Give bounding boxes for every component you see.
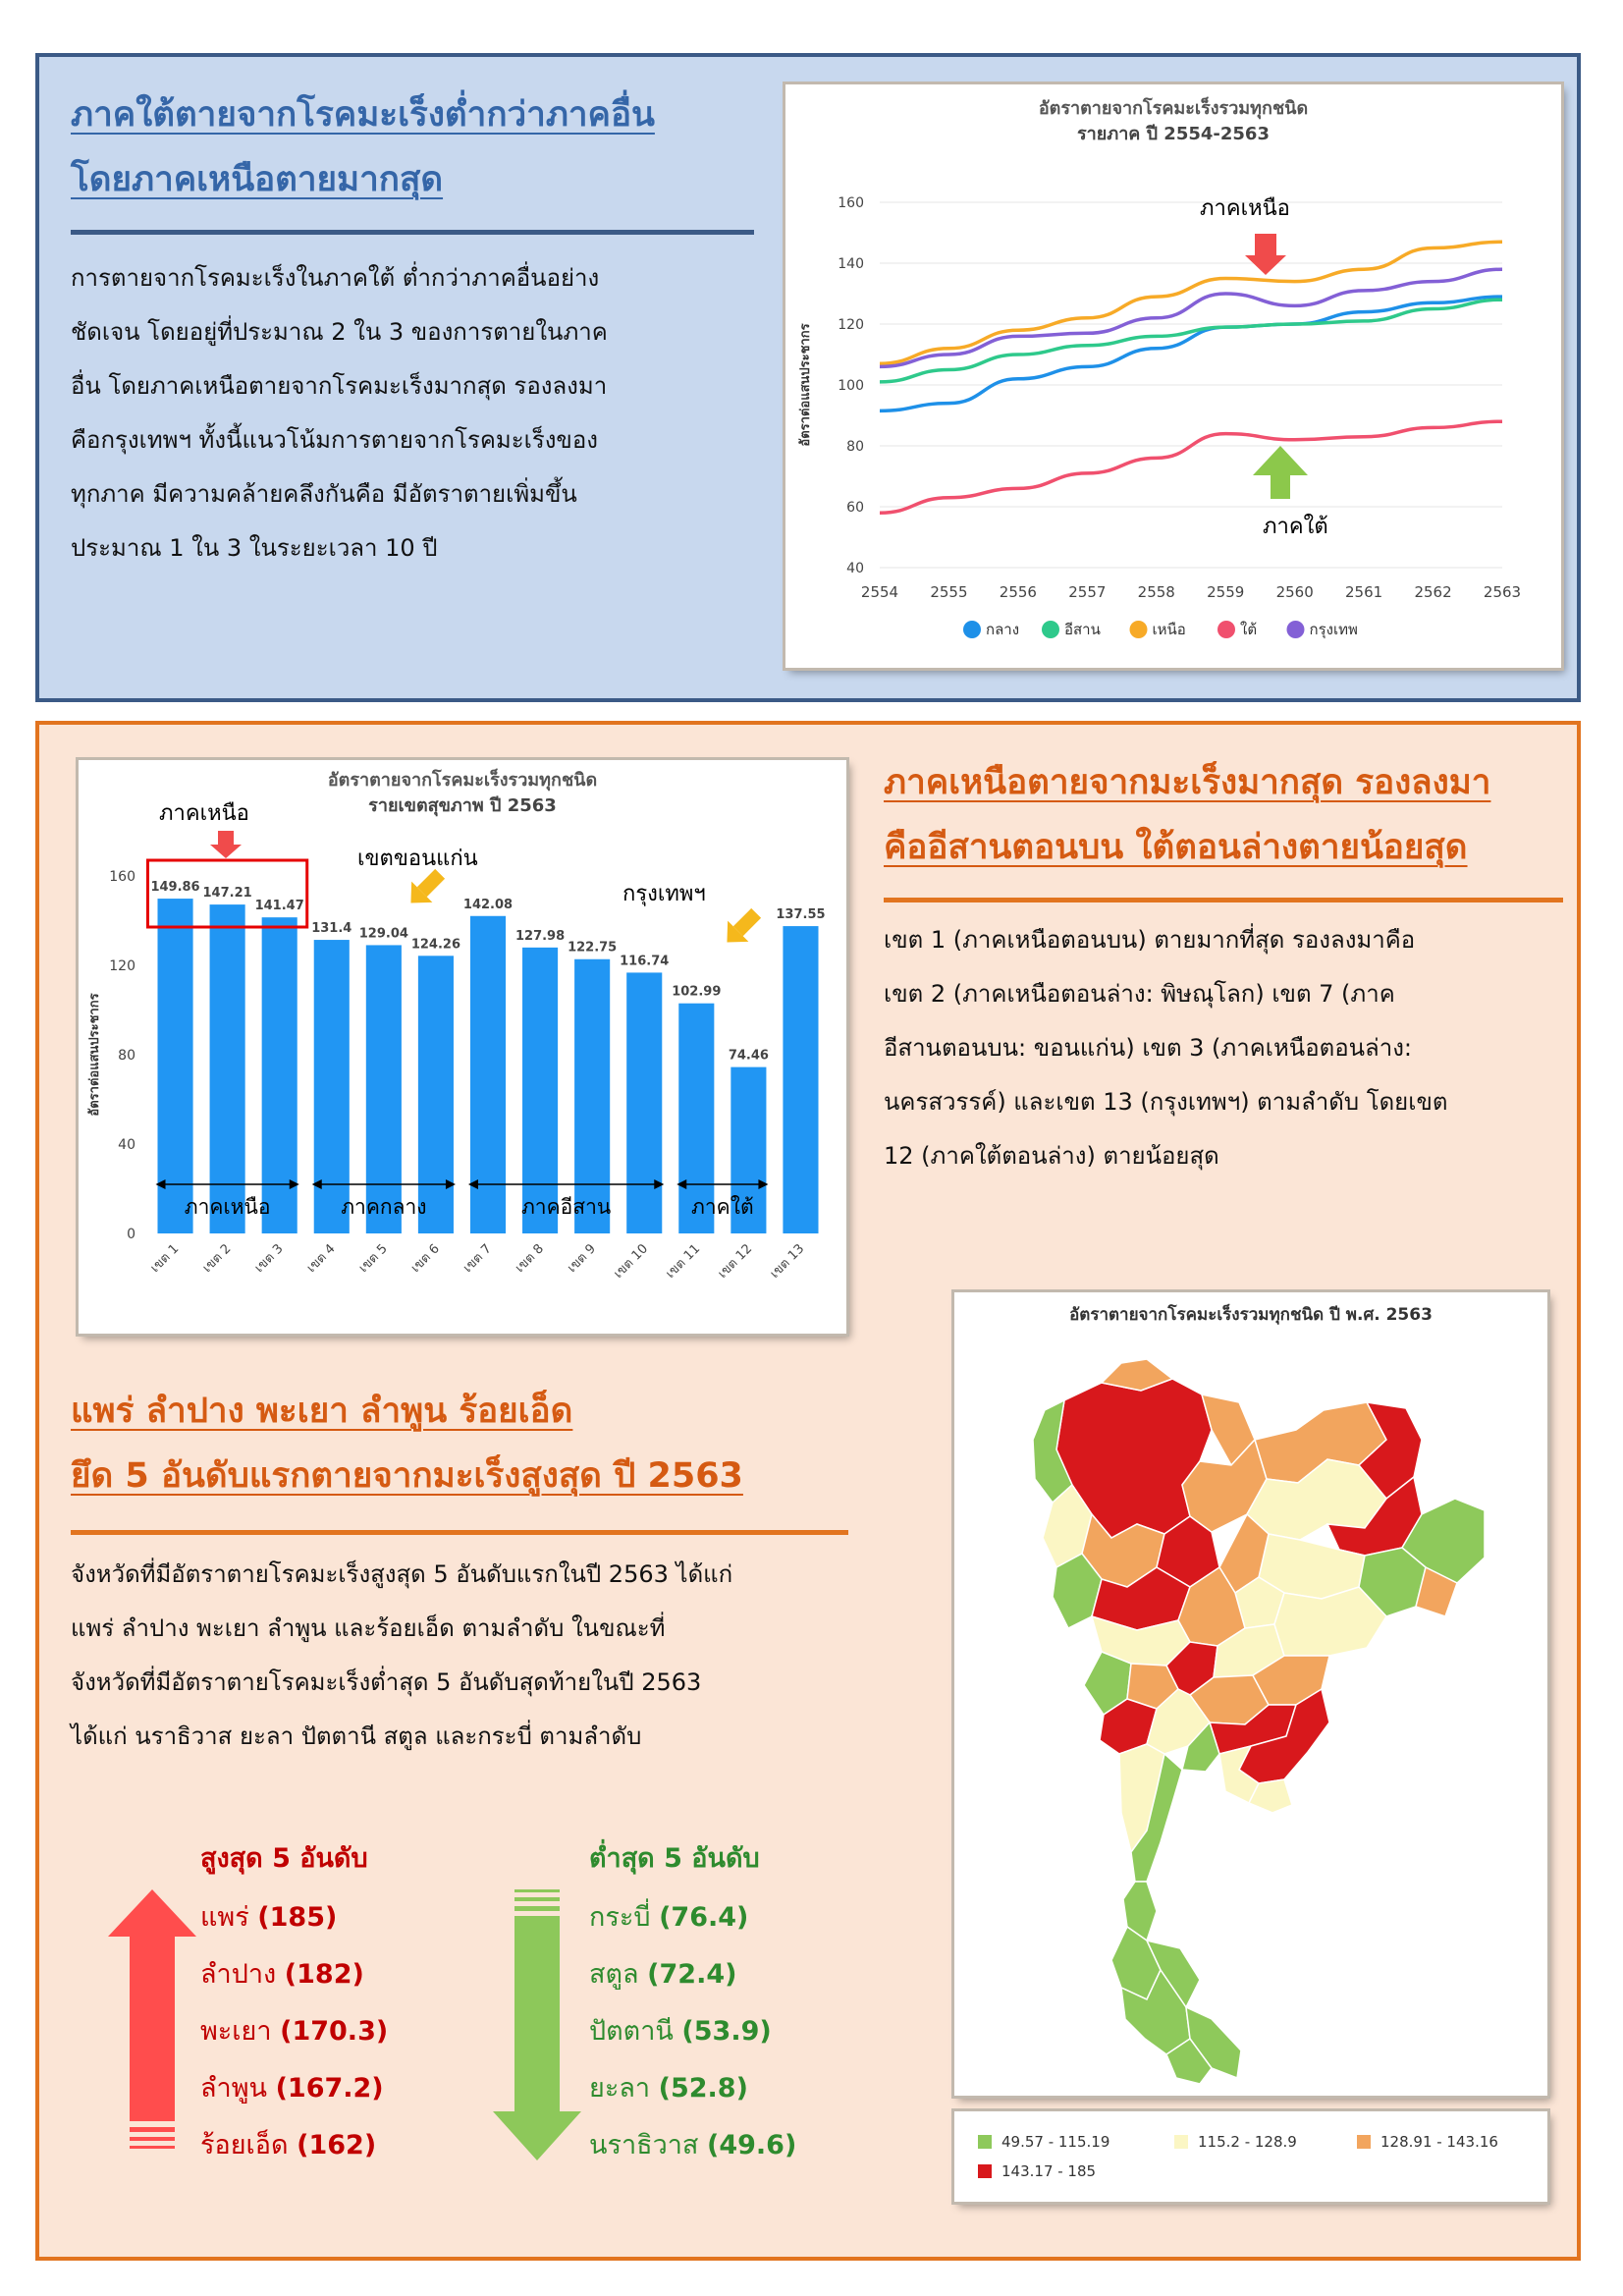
- y-tick-label: 0: [127, 1227, 135, 1242]
- bar-data-label: 129.04: [358, 926, 408, 942]
- y-axis-label: อัตราต่อแสนประชากร: [87, 993, 102, 1117]
- y-tick-label: 40: [118, 1137, 135, 1153]
- section3-heading-line2: ยึด 5 อันดับแรกตายจากมะเร็งสูงสุด ปี 2563: [71, 1456, 743, 1496]
- legend-label: ใต้: [1240, 621, 1258, 638]
- section2-paragraph: [884, 913, 1447, 1183]
- legend-item-low: 49.57 - 115.19: [978, 2133, 1109, 2151]
- region-label: ภาคเหนือ: [184, 1195, 271, 1219]
- legend-item-mid: 115.2 - 128.9: [1174, 2133, 1297, 2151]
- bar-annotation-north: ภาคเหนือ: [159, 801, 249, 826]
- legend-swatch: [1357, 2135, 1371, 2149]
- up-arrow-icon: [1253, 446, 1308, 499]
- text-line: เขต 2 (ภาคเหนือตอนล่าง: พิษณุโลก) เขต 7 (ภาค: [884, 980, 1395, 1008]
- legend-label: กลาง: [986, 621, 1020, 638]
- bar-data-label: 116.74: [620, 954, 670, 969]
- series-line: [880, 300, 1502, 382]
- down-arrow-icon: [210, 831, 242, 858]
- top5-list: [200, 1889, 388, 2174]
- section1-heading-line1: ภาคใต้ตายจากโรคมะเร็งต่ำกว่าภาคอื่น: [71, 95, 655, 135]
- map-card: [954, 1292, 1547, 2096]
- text-line: คือกรุงเทพฯ ทั้งนี้แนวโน้มการตายจากโรคมะเร็งของ: [71, 426, 598, 454]
- x-tick-label: เขต 8: [513, 1241, 547, 1277]
- y-tick-label: 160: [838, 195, 864, 211]
- y-axis-label: อัตราต่อแสนประชากร: [798, 323, 813, 447]
- x-tick-label: 2557: [1068, 583, 1107, 601]
- section1-paragraph: [71, 251, 608, 575]
- bar-data-label: 74.46: [728, 1048, 769, 1064]
- bar-annotation-bangkok: กรุงเทพฯ: [622, 882, 706, 906]
- legend-label: เหนือ: [1152, 621, 1186, 638]
- text-line: อีสานตอนบน: ขอนแก่น) เขต 3 (ภาคเหนือตอนล่าง:: [884, 1034, 1413, 1062]
- section2-heading-line2: คืออีสานตอนบน ใต้ตอนล่างตายน้อยสุด: [884, 828, 1468, 867]
- y-tick-label: 40: [846, 561, 864, 576]
- bar-annotation-khonkaen: เขตขอนแก่น: [357, 847, 478, 871]
- text-line: ได้แก่ นราธิวาส ยะลา ปัตตานี สตูล และกระบี่ ตามลำดับ: [71, 1722, 642, 1750]
- x-tick-label: เขต 11: [663, 1241, 704, 1282]
- bar-data-label: 137.55: [776, 907, 826, 923]
- bar-data-label: 141.47: [254, 899, 304, 914]
- legend-marker: [1130, 621, 1148, 638]
- text-line: เขต 1 (ภาคเหนือตอนบน) ตายมากที่สุด รองลงมาคือ: [884, 926, 1416, 954]
- x-tick-label: 2560: [1275, 583, 1314, 601]
- bar-data-label: 124.26: [410, 937, 461, 953]
- bar-data-label: 122.75: [568, 940, 618, 956]
- section3-paragraph: [71, 1548, 732, 1764]
- x-tick-label: 2555: [930, 583, 968, 601]
- x-tick-label: 2554: [860, 583, 899, 601]
- series-line: [880, 242, 1502, 363]
- bottom5-title: ต่ำสุด 5 อันดับ: [589, 1843, 760, 1874]
- section3-heading-line1: แพร่ ลำปาง พะเยา ลำพูน ร้อยเอ็ด: [71, 1392, 573, 1431]
- y-tick-label: 140: [838, 256, 864, 272]
- list-item: กระบี่ (76.4): [589, 1902, 749, 1933]
- region-label: ภาคใต้: [691, 1195, 754, 1219]
- bar-chart-card: [79, 760, 846, 1334]
- section-regional-trend: [35, 53, 1581, 702]
- x-tick-label: 2562: [1414, 583, 1452, 601]
- x-tick-label: เขต 10: [611, 1241, 652, 1282]
- legend-marker: [963, 621, 981, 638]
- bar: [314, 940, 350, 1233]
- bar-data-label: 127.98: [514, 928, 566, 944]
- text-line: การตายจากโรคมะเร็งในภาคใต้ ต่ำกว่าภาคอื่นอย่าง: [71, 264, 600, 292]
- bar: [783, 926, 818, 1233]
- region-label: ภาคอีสาน: [520, 1195, 612, 1219]
- list-item: ลำปาง (182): [200, 1959, 364, 1990]
- x-tick-label: 2563: [1483, 583, 1522, 601]
- text-line: ทุกภาค มีความคล้ายคลึงกันคือ มีอัตราตายเพิ่มขึ้น: [71, 480, 577, 508]
- list-item: สตูล (72.4): [589, 1959, 737, 1990]
- list-item: พะเยา (170.3): [200, 2016, 389, 2047]
- list-item: นราธิวาส (49.6): [589, 2130, 797, 2160]
- section-health-zone: [35, 721, 1581, 2261]
- list-item: ยะลา (52.8): [589, 2073, 748, 2104]
- series-line: [880, 297, 1502, 410]
- text-line: แพร่ ลำปาง พะเยา ลำพูน และร้อยเอ็ด ตามลำดับ ในขณะที่: [71, 1614, 666, 1642]
- text-line: จังหวัดที่มีอัตราตายโรคมะเร็งต่ำสุด 5 อันดับสุดท้ายในปี 2563: [71, 1668, 702, 1696]
- line-chart-subtitle: รายภาค ปี 2554-2563: [1077, 124, 1270, 144]
- x-tick-label: เขต 2: [199, 1241, 235, 1277]
- down-arrow-icon: [1245, 234, 1286, 275]
- line-annotation-north: ภาคเหนือ: [1200, 196, 1290, 221]
- x-tick-label: เขต 6: [407, 1241, 443, 1277]
- line-chart: [785, 84, 1561, 668]
- legend-swatch: [1174, 2135, 1188, 2149]
- x-tick-label: เขต 4: [303, 1241, 339, 1277]
- x-tick-label: 2561: [1345, 583, 1383, 601]
- bar-data-label: 131.4: [311, 921, 352, 937]
- bar: [626, 972, 662, 1233]
- down-arrow-icon: [493, 1889, 581, 2174]
- legend-marker: [1042, 621, 1059, 638]
- thailand-choropleth-map: [954, 1292, 1547, 2096]
- y-tick-label: 120: [838, 317, 864, 333]
- diagonal-arrow-icon: [717, 902, 767, 953]
- legend-item-highest: 143.17 - 185: [978, 2162, 1096, 2180]
- list-item: ร้อยเอ็ด (162): [200, 2130, 377, 2160]
- x-tick-label: เขต 5: [355, 1241, 391, 1277]
- bar: [522, 948, 558, 1233]
- x-tick-label: 2559: [1207, 583, 1245, 601]
- bar-chart-title: อัตราตายจากโรคมะเร็งรวมทุกชนิด: [327, 770, 598, 791]
- y-tick-label: 80: [118, 1048, 135, 1064]
- x-tick-label: เขต 7: [460, 1241, 495, 1277]
- legend-label: อีสาน: [1064, 621, 1101, 638]
- series-line: [880, 421, 1502, 513]
- line-chart-title: อัตราตายจากโรคมะเร็งรวมทุกชนิด: [1038, 98, 1309, 119]
- section1-heading-line2: โดยภาคเหนือตายมากสุด: [71, 160, 444, 199]
- y-tick-label: 60: [846, 500, 864, 516]
- y-tick-label: 80: [846, 439, 864, 455]
- up-arrow-icon: [108, 1889, 196, 2174]
- text-line: ประมาณ 1 ใน 3 ในระยะเวลา 10 ปี: [71, 534, 438, 562]
- x-tick-label: 2558: [1137, 583, 1175, 601]
- map-legend: [954, 2111, 1547, 2202]
- y-tick-label: 100: [838, 378, 864, 394]
- text-line: จังหวัดที่มีอัตราตายโรคมะเร็งสูงสุด 5 อันดับแรกในปี 2563 ได้แก่: [71, 1560, 733, 1588]
- list-item: ปัตตานี (53.9): [589, 2016, 772, 2047]
- text-line: อื่น โดยภาคเหนือตายจากโรคมะเร็งมากสุด รองลงมา: [71, 372, 608, 400]
- bottom5-list: [589, 1889, 796, 2174]
- list-item: แพร่ (185): [200, 1902, 338, 1933]
- map-title: อัตราตายจากโรคมะเร็งรวมทุกชนิด ปี พ.ศ. 2563: [1069, 1305, 1433, 1325]
- x-tick-label: เขต 12: [715, 1241, 756, 1282]
- section2-rule: [884, 898, 1563, 902]
- legend-marker: [1287, 621, 1305, 638]
- y-tick-label: 120: [109, 958, 135, 974]
- list-item: ลำพูน (167.2): [200, 2073, 384, 2104]
- legend-label: กรุงเทพ: [1309, 621, 1358, 638]
- line-annotation-south: ภาคใต้: [1263, 515, 1328, 539]
- bar-data-label: 147.21: [202, 886, 252, 902]
- text-line: ชัดเจน โดยอยู่ที่ประมาณ 2 ใน 3 ของการตายในภาค: [71, 318, 608, 346]
- legend-marker: [1217, 621, 1235, 638]
- bar-data-label: 149.86: [150, 880, 200, 896]
- bar: [418, 956, 454, 1233]
- line-chart-card: [785, 84, 1561, 668]
- series-line: [880, 269, 1502, 366]
- legend-swatch: [978, 2164, 992, 2178]
- text-line: นครสวรรค์) และเขต 13 (กรุงเทพฯ) ตามลำดับ โดยเขต: [884, 1088, 1448, 1116]
- section3-rule: [71, 1530, 848, 1535]
- x-tick-label: เขต 3: [251, 1241, 287, 1277]
- top5-title: สูงสุด 5 อันดับ: [200, 1843, 368, 1874]
- bar: [366, 945, 402, 1233]
- x-tick-label: เขต 9: [565, 1241, 599, 1277]
- x-tick-label: 2556: [999, 583, 1037, 601]
- y-tick-label: 160: [109, 869, 135, 885]
- bar-data-label: 102.99: [672, 984, 722, 1000]
- text-line: 12 (ภาคใต้ตอนล่าง) ตายน้อยสุด: [884, 1142, 1219, 1170]
- section1-rule: [71, 230, 754, 235]
- region-label: ภาคกลาง: [341, 1195, 427, 1219]
- legend-swatch: [978, 2135, 992, 2149]
- x-tick-label: เขต 13: [767, 1241, 808, 1282]
- bar-chart-subtitle: รายเขตสุขภาพ ปี 2563: [368, 795, 557, 816]
- bar-data-label: 142.08: [462, 897, 514, 912]
- x-tick-label: เขต 1: [147, 1241, 183, 1277]
- section2-heading-line1: ภาคเหนือตายจากมะเร็งมากสุด รองลงมา: [884, 763, 1491, 802]
- legend-item-high: 128.91 - 143.16: [1357, 2133, 1498, 2151]
- bar: [574, 959, 610, 1233]
